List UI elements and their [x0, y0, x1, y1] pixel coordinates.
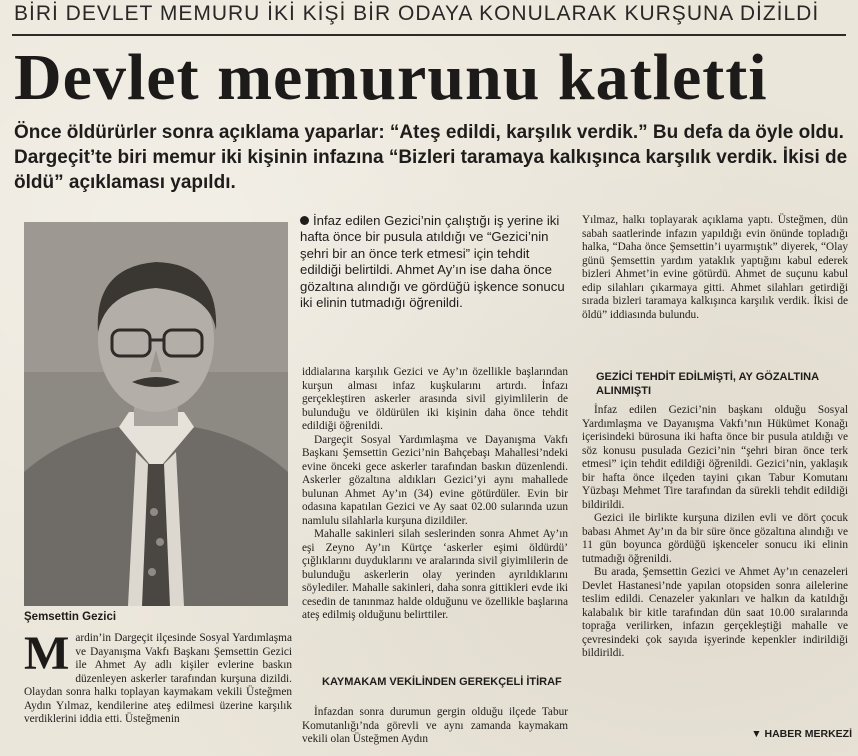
article-paragraph: Gezici ile birlikte kurşuna dizilen evli ve dört çocuk babası Ahmet Ay’ın da bir süre önce gözaltına alındığı ve 11 gün boyunca gördüğü işkenceler sonucu iki elinin tutmadığı öğrenildi. [582, 512, 848, 565]
article-paragraph: İnfaz edilen Gezici’nin başkanı olduğu Sosyal Yardımlaşma ve Dayanışma Vakfı’nın Hükümet Konağı içerisindeki bürosuna iki hafta önce bir pusula atıldığı ve söz konusu pusulada Gezici’nin “şehri biran önce terk etmesi” için tehdit edildiği öğrenildi. Gezici’nin, yaklaşık bir hafta önce ilçeden tayini çıkan Tabur Komutanı Yüzbaşı Mehmet Tire tarafından da sürekli tehdit edildiği bildirildi. [582, 404, 848, 511]
bullet-icon [300, 216, 309, 225]
article-paragraph: ardin’in Dargeçit ilçesinde Sosyal Yardımlaşma ve Dayanışma Vakfı Başkanı Şemsettin Gezici ile Ahmet Ay adlı kişiler evlerine baskın düzenleyen askerler tarafından kurşuna dizildi. Olaydan sonra halkı toplayan kaymakam vekili Üsteğmen Aydın Yılmaz, kendilerine ateş edilmesi üzerine karşılık verdiklerini iddia etti. Üsteğmenin [24, 632, 292, 725]
section-subhead: KAYMAKAM VEKİLİNDEN GEREKÇELİ İTİRAF [322, 676, 562, 688]
article-paragraph: Bu arada, Şemsettin Gezici ve Ahmet Ay’ın cenazeleri Devlet Hastanesi’nde yapılan otopsiden sonra ailelerine teslim edildi. Cenazeler yakınları ve halkın da katıldığı kalabalık bir kitle tarafından dün saat 10.00 sıralarında toprağa verilirken, infazın gerçekleştiği mahalle ve çevresindeki çok sayıda işyerinde kepenkler indirildiği bildirildi. [582, 566, 848, 659]
article-paragraph: Mahalle sakinleri silah seslerinden sonra Ahmet Ay’ın eşi Zeyno Ay’ın Kürtçe ‘askerler eşimi öldürdü’ çığlıklarını duyduklarını ve aralarında sivil giyimlilerin de bulunduğu askerlerin olay yerinden ayrıldıklarını söylediler. Mahalle sakinleri, daha sonra gittikleri evde iki cesedin de tanınmaz halde olduğunu ve özellikle başlarına ateş edilmiş olduğunu belirttiler. [302, 528, 568, 621]
drop-cap: M [24, 627, 70, 680]
article-column-3-continued [582, 404, 848, 661]
article-paragraph: Yılmaz, halkı toplayarak açıklama yaptı. Üsteğmen, dün sabah saatlerinde infazın yapıldığı evin önünde topladığı halka, “Daha önce Şemsettin’i uyarmıştık” diyerek, “Olay günü Şemsettin yardım yataklık yaptığını kabul ederek bizleri Ahmet’in evine götürdü. Ahmet de suçunu kabul edip silahları çıkarmaya gitti. Ahmet silahları getirdiği sırada bizleri taramaya kalkışınca karşılık verdik. İkisi de öldü” iddiasında bulundu. [582, 214, 848, 321]
article-column-1 [24, 627, 292, 727]
article-paragraph: Dargeçit Sosyal Yardımlaşma ve Dayanışma Vakfı Başkanı Şemsettin Gezici’nin Bahçebaşı Mahallesi’ndeki evine önceki gece askerler tarafından baskın düzenlendi. Askerler gözaltına aldıkları Gezici’yi aynı mahallede bulunan Ahmet Ay’ın (34) evine götürdüler. Evin bir odasına kapatılan Gezici ve Ay saat 02.00 sularında uzun namlulu silahlarla kurşuna dizildiler. [302, 433, 568, 527]
portrait-illustration [24, 222, 288, 606]
article-column-2-continued [302, 706, 568, 747]
deck: Önce öldürürler sonra açıklama yaparlar: “Ateş edildi, karşılık verdik.” Bu defa da öyle oldu. Dargeçit’te biri memur iki kişinin infazına “Bizleri taramaya kalkışınca karşılık verdik. İkisi de öldü” açıklaması yapıldı. [14, 122, 848, 193]
pull-quote-text: İnfaz edilen Gezici’nin çalıştığı iş yerine iki hafta önce bir pusula atıldığı ve “Gezici’nin şehri bir an önce terk etmesi” için tehdit edildiği belirtildi. Ahmet Ay’ın ise daha önce gözaltına alındığı ve gördüğü işkence sonucu iki elinin tutmadığı öğrenildi. [300, 213, 565, 311]
article-paragraph: İnfazdan sonra durumun gergin olduğu ilçede Tabur Komutanlığı’nda görevli ve aynı zamanda kaymakam vekili olan Üsteğmen Aydın [302, 706, 568, 745]
pull-quote [300, 213, 568, 311]
headline: Devlet memurunu katletti [14, 41, 768, 114]
article-paragraph: iddialarına karşılık Gezici ve Ay’ın özellikle başlarından kurşun alması infaz kuşkularını artırdı. İnfazı gerçekleştiren askerler arasında sivil giyimlilerin de bulunduğu ve öldürülen iki kişinin daha önce tehdit edildiği öğrenildi. [302, 366, 568, 432]
article-column-3 [582, 214, 848, 322]
section-subhead: GEZİCİ TEHDİT EDİLMİŞTİ, AY GÖZALTINA ALINMIŞTI [596, 371, 819, 397]
portrait-photo [24, 222, 288, 606]
photo-caption: Şemsettin Gezici [24, 611, 117, 623]
byline: ▼ HABER MERKEZİ [751, 728, 852, 740]
article-column-2 [302, 366, 568, 623]
kicker-headline: BİRİ DEVLET MEMURU İKİ KİŞİ BİR ODAYA KONULARAK KURŞUNA DİZİLDİ [14, 2, 820, 25]
